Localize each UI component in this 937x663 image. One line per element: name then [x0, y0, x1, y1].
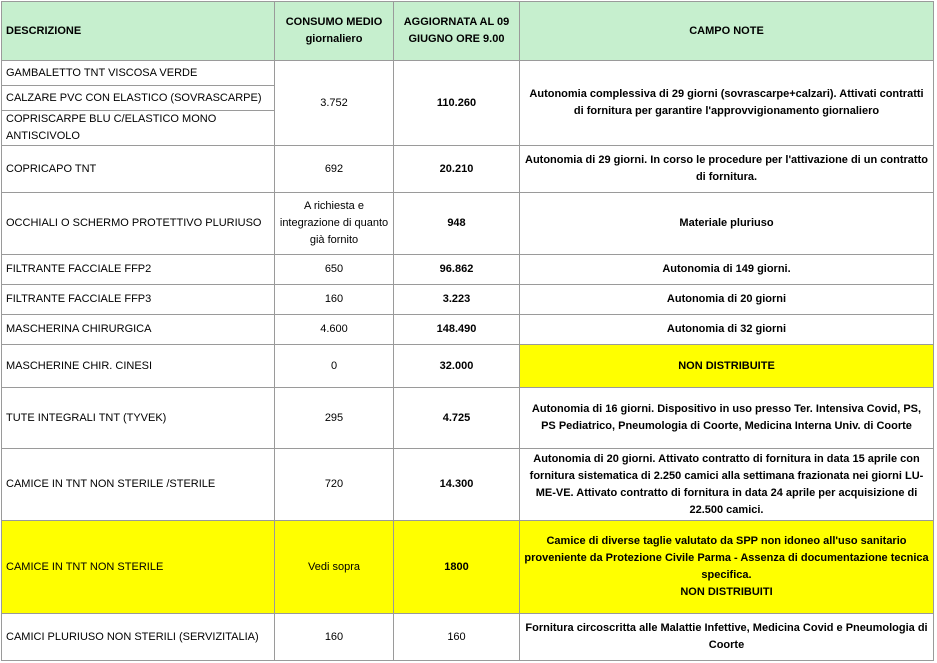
table-row [2, 614, 934, 661]
table-row [2, 193, 934, 255]
cell-note[interactable]: Autonomia di 32 giorni [520, 315, 934, 345]
cell-consumo[interactable]: 720 [275, 449, 394, 521]
cell-aggiornata[interactable]: 20.210 [394, 146, 520, 193]
cell-consumo[interactable]: 160 [275, 285, 394, 315]
cell-aggiornata[interactable]: 96.862 [394, 255, 520, 285]
cell-descrizione[interactable]: OCCHIALI O SCHERMO PROTETTIVO PLURIUSO [2, 193, 275, 255]
cell-descrizione[interactable]: COPRICAPO TNT [2, 146, 275, 193]
cell-aggiornata[interactable]: 948 [394, 193, 520, 255]
cell-aggiornata[interactable]: 148.490 [394, 315, 520, 345]
table-row [2, 146, 934, 193]
cell-descrizione[interactable]: FILTRANTE FACCIALE FFP3 [2, 285, 275, 315]
cell-aggiornata[interactable]: 1800 [394, 521, 520, 614]
cell-note[interactable]: Autonomia di 149 giorni. [520, 255, 934, 285]
header-descrizione[interactable]: DESCRIZIONE [2, 2, 275, 61]
ppe-inventory-table [1, 1, 934, 661]
cell-descrizione[interactable]: CAMICE IN TNT NON STERILE [2, 521, 275, 614]
note-status: NON DISTRIBUITI [680, 586, 773, 598]
cell-descrizione[interactable]: MASCHERINA CHIRURGICA [2, 315, 275, 345]
cell-consumo[interactable]: 4.600 [275, 315, 394, 345]
cell-note-merged[interactable]: Autonomia complessiva di 29 giorni (sovrascarpe+calzari). Attivati contratti di fornitura per garantire l'approvvigionamento giornaliero [520, 61, 934, 146]
cell-note[interactable]: Autonomia di 16 giorni. Dispositivo in uso presso Ter. Intensiva Covid, PS, PS Pediatrico, Pneumologia di Coorte, Medicina Interna Univ. di Coorte [520, 388, 934, 449]
table-row [2, 315, 934, 345]
table-row [2, 388, 934, 449]
cell-note[interactable]: Autonomia di 20 giorni [520, 285, 934, 315]
cell-note[interactable]: Materiale pluriuso [520, 193, 934, 255]
cell-descrizione[interactable]: GAMBALETTO TNT VISCOSA VERDE [2, 61, 275, 86]
cell-note[interactable]: Autonomia di 20 giorni. Attivato contratto di fornitura in data 15 aprile con fornitura sistematica di 2.250 camici alla settimana frazionata nei giorni LU-ME-VE. Attivato contratto di fornitura in data 24 aprile per acquisizione di 22.500 camici. [520, 449, 934, 521]
table-row [2, 449, 934, 521]
cell-note-highlight[interactable]: NON DISTRIBUITE [520, 345, 934, 388]
cell-note[interactable]: Autonomia di 29 giorni. In corso le procedure per l'attivazione di un contratto di fornitura. [520, 146, 934, 193]
cell-note[interactable] [520, 521, 934, 614]
header-row [2, 2, 934, 61]
cell-consumo[interactable]: 650 [275, 255, 394, 285]
table-row [2, 61, 934, 86]
cell-consumo[interactable]: 0 [275, 345, 394, 388]
cell-consumo[interactable]: 160 [275, 614, 394, 661]
cell-aggiornata[interactable]: 32.000 [394, 345, 520, 388]
cell-descrizione[interactable]: MASCHERINE CHIR. CINESI [2, 345, 275, 388]
cell-consumo[interactable]: 692 [275, 146, 394, 193]
cell-descrizione[interactable]: FILTRANTE FACCIALE FFP2 [2, 255, 275, 285]
cell-descrizione[interactable]: CALZARE PVC CON ELASTICO (SOVRASCARPE) [2, 86, 275, 111]
cell-consumo[interactable]: A richiesta e integrazione di quanto già fornito [275, 193, 394, 255]
table-row [2, 345, 934, 388]
cell-aggiornata-merged[interactable]: 110.260 [394, 61, 520, 146]
table-row [2, 285, 934, 315]
cell-descrizione[interactable]: CAMICE IN TNT NON STERILE /STERILE [2, 449, 275, 521]
cell-note[interactable]: Fornitura circoscritta alle Malattie Infettive, Medicina Covid e Pneumologia di Coorte [520, 614, 934, 661]
cell-descrizione[interactable]: CAMICI PLURIUSO NON STERILI (SERVIZITALIA) [2, 614, 275, 661]
header-aggiornata[interactable]: AGGIORNATA AL 09 GIUGNO ORE 9.00 [394, 2, 520, 61]
note-text: Camice di diverse taglie valutato da SPP non idoneo all'uso sanitario proveniente da Protezione Civile Parma - Assenza di documentazione tecnica specifica. [524, 535, 929, 581]
cell-descrizione[interactable]: COPRISCARPE BLU C/ELASTICO MONO ANTISCIVOLO [2, 111, 275, 146]
cell-aggiornata[interactable]: 4.725 [394, 388, 520, 449]
cell-descrizione[interactable]: TUTE INTEGRALI TNT (TYVEK) [2, 388, 275, 449]
header-campo-note[interactable]: CAMPO NOTE [520, 2, 934, 61]
cell-aggiornata[interactable]: 160 [394, 614, 520, 661]
cell-aggiornata[interactable]: 14.300 [394, 449, 520, 521]
table-row-highlight [2, 521, 934, 614]
cell-aggiornata[interactable]: 3.223 [394, 285, 520, 315]
cell-consumo[interactable]: Vedi sopra [275, 521, 394, 614]
header-consumo-medio[interactable]: CONSUMO MEDIO giornaliero [275, 2, 394, 61]
cell-consumo[interactable]: 295 [275, 388, 394, 449]
table-row [2, 255, 934, 285]
cell-consumo-merged[interactable]: 3.752 [275, 61, 394, 146]
